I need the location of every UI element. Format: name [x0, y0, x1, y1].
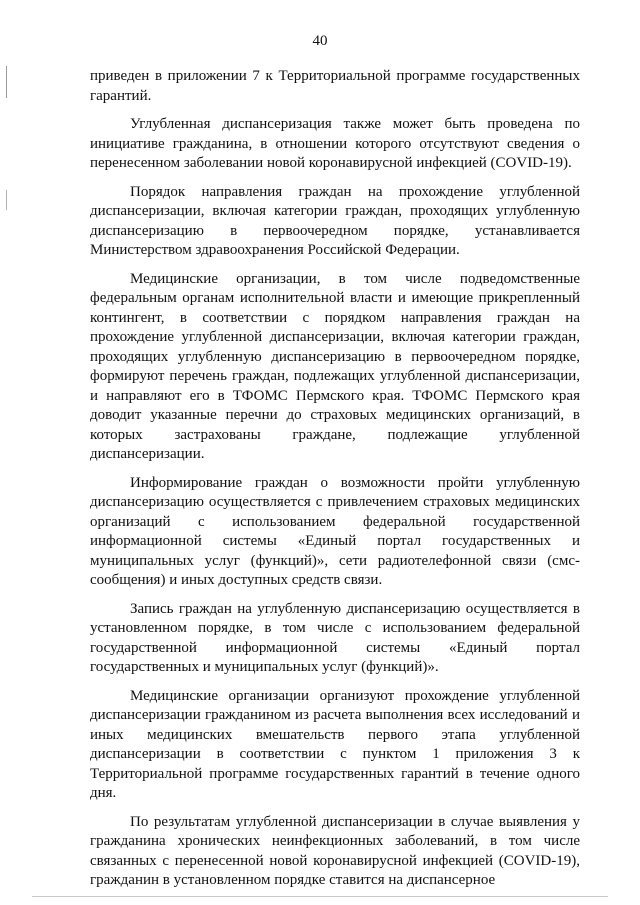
paragraph: Запись граждан на углубленную диспансеризацию осуществляется в установленном порядке, в том числе с использованием федеральной государственной информационной системы «Единый портал государственных и муниципальных услуг (функций)».: [90, 600, 580, 675]
paragraph: Медицинские организации, в том числе подведомственные федеральным органам исполнительной власти и имеющие прикрепленный контингент, в соответствии с порядком направления граждан на прохождение углубленной диспансеризации, включая категории граждан, проходящих углубленную диспансеризацию в первоочередном порядке, формируют перечень граждан, подлежащих углубленной диспансеризации, и направляют его в ТФОМС Пермского края. ТФОМС Пермского края доводит указанные перечни до страховых медицинских организаций, в которых застрахованы граждане, подлежащие углубленной диспансеризации.: [90, 270, 580, 462]
page-number: 40: [312, 33, 328, 49]
scan-edge-mark: [6, 66, 7, 98]
scan-bottom-edge: [32, 896, 608, 897]
paragraph: Медицинские организации организуют прохождение углубленной диспансеризации гражданином из расчета выполнения всех исследований и иных медицинских вмешательств первого этапа углубленной диспансеризации в соответствии с пунктом 1 приложения 3 к Территориальной программе государственных гарантий в течение одного дня.: [90, 687, 580, 801]
paragraph-continuation: приведен в приложении 7 к Территориальной программе государственных гарантий.: [90, 68, 580, 104]
paragraph: Информирование граждан о возможности пройти углубленную диспансеризацию осуществляется с привлечением страховых медицинских организаций с использованием федеральной государственной информационной системы «Единый портал государственных и муниципальных услуг (функций)», сети радиотелефонной связи (смс-сообщения) и иных доступных средств связи.: [90, 474, 580, 588]
scan-edge-mark: [6, 190, 7, 210]
document-body: [90, 67, 580, 900]
paragraph: По результатам углубленной диспансеризации в случае выявления у гражданина хронических неинфекционных заболеваний, в том числе связанных с перенесенной новой коронавирусной инфекцией (COVID-19), гражданин в установленном порядке ставится на диспансерное: [90, 813, 580, 888]
paragraph: Порядок направления граждан на прохождение углубленной диспансеризации, включая категории граждан, проходящих углубленную диспансеризацию в первоочередном порядке, устанавливается Министерством здравоохранения Российской Федерации.: [90, 183, 580, 258]
paragraph: Углубленная диспансеризация также может быть проведена по инициативе гражданина, в отношении которого отсутствуют сведения о перенесенном заболевании новой коронавирусной инфекцией (COVID-19).: [90, 116, 580, 171]
